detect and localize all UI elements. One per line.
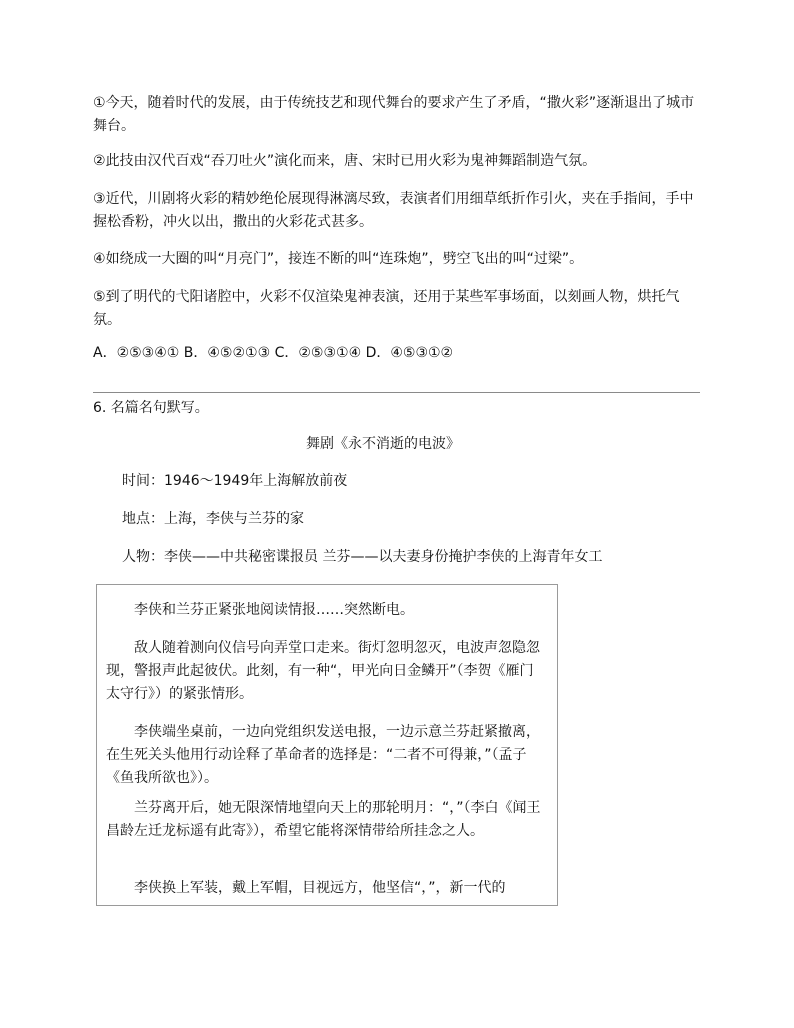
option-marker: ① bbox=[93, 95, 106, 111]
option-4 bbox=[93, 248, 695, 271]
play-title: 舞剧《永不消逝的电波》 bbox=[306, 436, 460, 452]
option-2 bbox=[93, 150, 695, 173]
option-3 bbox=[93, 188, 695, 234]
option-text: 到了明代的弋阳诸腔中，火彩不仅渲染鬼神表演，还用于某些军事场面，以刻画人物，烘托气氛。 bbox=[93, 289, 680, 328]
divider bbox=[93, 392, 700, 393]
option-text: 如绕成一大圈的叫“月亮门”，接连不断的叫“连珠炮”，劈空飞出的叫“过梁”。 bbox=[105, 251, 584, 267]
option-5 bbox=[93, 286, 695, 332]
option-1 bbox=[93, 92, 695, 138]
option-marker: ④ bbox=[93, 251, 106, 267]
text-box bbox=[96, 584, 558, 906]
box-paragraph: 李侠和兰芬正紧张地阅读情报……突然断电。 bbox=[134, 602, 414, 618]
option-marker: ⑤ bbox=[93, 289, 106, 305]
option-marker: ③ bbox=[93, 191, 106, 207]
box-paragraph: 李侠端坐桌前，一边向党组织发送电报，一边示意兰芬赶紧撤离，在生死关头他用行动诠释了革命者的选择是：“二者不可得兼，”（孟子《鱼我所欲也》）。 bbox=[106, 724, 540, 786]
play-time: 时间：1946～1949年上海解放前夜 bbox=[122, 473, 348, 489]
play-place: 地点：上海，李侠与兰芬的家 bbox=[122, 511, 304, 527]
play-people: 人物：李侠——中共秘密谍报员 兰芬——以夫妻身份掩护李侠的上海青年女工 bbox=[122, 549, 603, 565]
option-text: 此技由汉代百戏“吞刀吐火”演化而来，唐、宋时已用火彩为鬼神舞蹈制造气氛。 bbox=[105, 153, 597, 169]
answer-choices: A．②⑤③④① B．④⑤②①③ C．②⑤③①④ D．④⑤③①② bbox=[93, 345, 454, 361]
option-text: 近代，川剧将火彩的精妙绝伦展现得淋漓尽致，表演者们用细草纸折作引火，夹在手指间，手中握松香粉，冲火以出，撒出的火彩花式甚多。 bbox=[93, 191, 694, 230]
option-text: 今天，随着时代的发展，由于传统技艺和现代舞台的要求产生了矛盾，“撒火彩”逐渐退出了城市舞台。 bbox=[93, 95, 695, 134]
box-paragraph: 兰芬离开后，她无限深情地望向天上的那轮明月：“，”（李白《闻王昌龄左迁龙标遥有此寄》），希望它能将深情带给所挂念之人。 bbox=[106, 800, 541, 839]
option-marker: ② bbox=[93, 153, 106, 169]
question-6-label: 6. 名篇名句默写。 bbox=[93, 400, 209, 416]
box-paragraph: 敌人随着测向仪信号向弄堂口走来。街灯忽明忽灭，电波声忽隐忽现，警报声此起彼伏。此刻，有一种“，甲光向日金鳞开”（李贺《雁门太守行》）的紧张情形。 bbox=[106, 640, 540, 702]
box-paragraph: 李侠换上军装，戴上军帽，目视远方，他坚信“，”，新一代的 bbox=[134, 880, 506, 896]
